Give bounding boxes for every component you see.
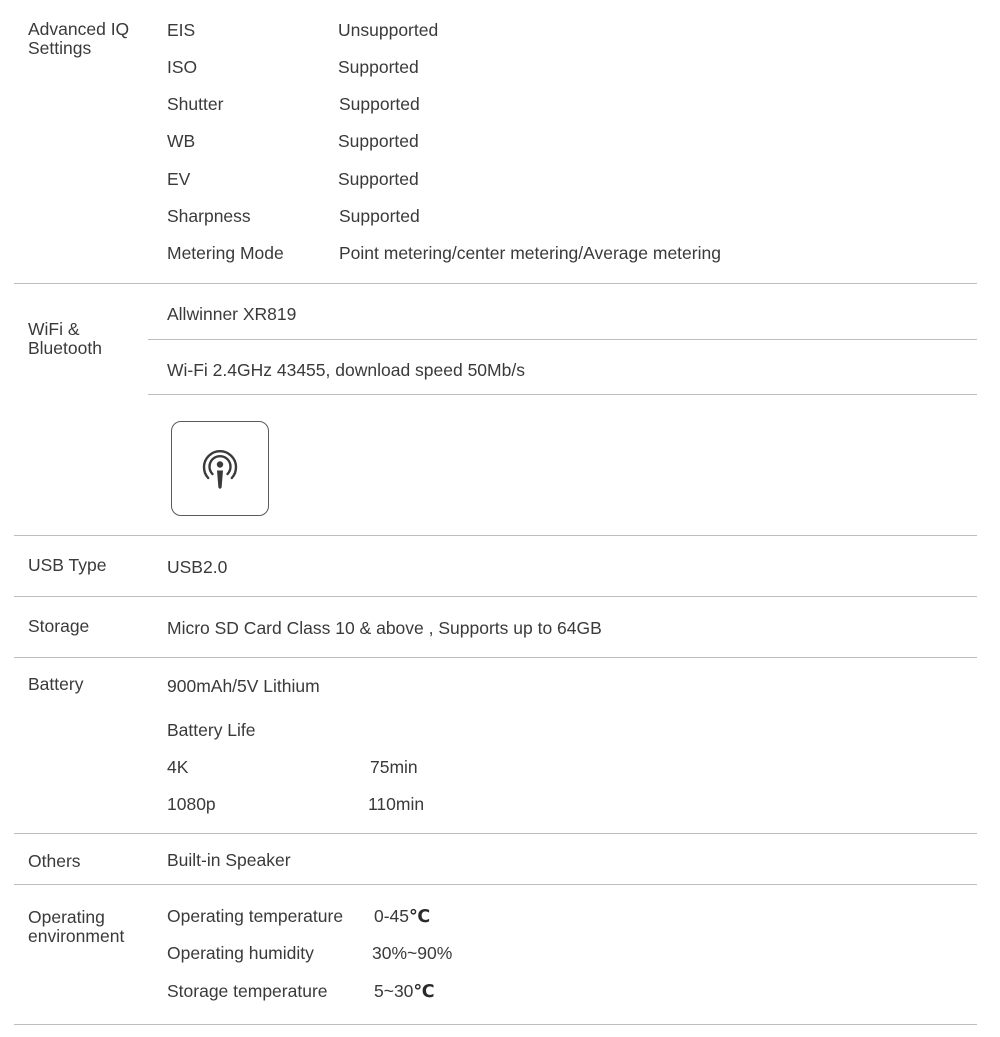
env-value xyxy=(374,906,430,926)
row-divider xyxy=(148,339,977,340)
section-label-storage: Storage xyxy=(28,616,90,636)
spec-key: EV xyxy=(167,169,191,189)
section-label-others: Others xyxy=(28,851,81,871)
env-key: Operating temperature xyxy=(167,906,344,926)
spec-value: Supported xyxy=(338,169,419,189)
broadcast-icon-graphic xyxy=(196,445,244,493)
usb-value: USB2.0 xyxy=(167,557,228,577)
spec-value: Unsupported xyxy=(338,20,439,40)
battery-life-time: 75min xyxy=(370,757,418,777)
section-label-environment: Operating environment xyxy=(28,907,125,946)
section-divider xyxy=(14,833,977,834)
section-divider xyxy=(14,535,977,536)
section-divider xyxy=(14,1024,977,1025)
spec-key: Sharpness xyxy=(167,206,251,226)
section-divider xyxy=(14,596,977,597)
section-divider xyxy=(14,657,977,658)
section-label-wifi: WiFi & Bluetooth xyxy=(28,319,102,358)
spec-key: Metering Mode xyxy=(167,243,284,263)
env-value xyxy=(374,981,435,1001)
section-label-battery: Battery xyxy=(28,674,84,694)
spec-key: WB xyxy=(167,131,196,151)
spec-key: ISO xyxy=(167,57,198,77)
section-label-usb: USB Type xyxy=(28,555,107,575)
section-divider xyxy=(14,283,977,284)
spec-key: EIS xyxy=(167,20,196,40)
battery-value: 900mAh/5V Lithium xyxy=(167,676,320,696)
battery-life-title: Battery Life xyxy=(167,720,256,740)
env-value-number: 0-45 xyxy=(374,906,410,926)
section-label-advanced-iq: Advanced IQ Settings xyxy=(28,19,130,58)
section-divider xyxy=(14,884,977,885)
spec-value: Supported xyxy=(339,94,420,114)
celsius-unit: ℃ xyxy=(413,981,435,1001)
spec-value: Supported xyxy=(338,131,419,151)
bluetooth-broadcast-icon xyxy=(171,421,269,516)
wifi-spec: Wi-Fi 2.4GHz 43455, download speed 50Mb/s xyxy=(167,360,525,380)
env-value xyxy=(372,943,452,963)
storage-value: Micro SD Card Class 10 & above , Supports up to 64GB xyxy=(167,618,602,638)
spec-value: Supported xyxy=(339,206,420,226)
battery-life-mode: 1080p xyxy=(167,794,216,814)
spec-value: Supported xyxy=(338,57,419,77)
others-value: Built-in Speaker xyxy=(167,850,291,870)
battery-life-time: 110min xyxy=(368,794,425,814)
celsius-unit: ℃ xyxy=(409,906,431,926)
env-value-number: 5~30 xyxy=(374,981,414,1001)
row-divider xyxy=(148,394,977,395)
env-value-number: 30%~90% xyxy=(372,943,453,963)
env-key: Storage temperature xyxy=(167,981,328,1001)
spec-key: Shutter xyxy=(167,94,224,114)
env-key: Operating humidity xyxy=(167,943,314,963)
battery-life-mode: 4K xyxy=(167,757,189,777)
wifi-chip: Allwinner XR819 xyxy=(167,304,297,324)
spec-value: Point metering/center metering/Average metering xyxy=(339,243,721,263)
